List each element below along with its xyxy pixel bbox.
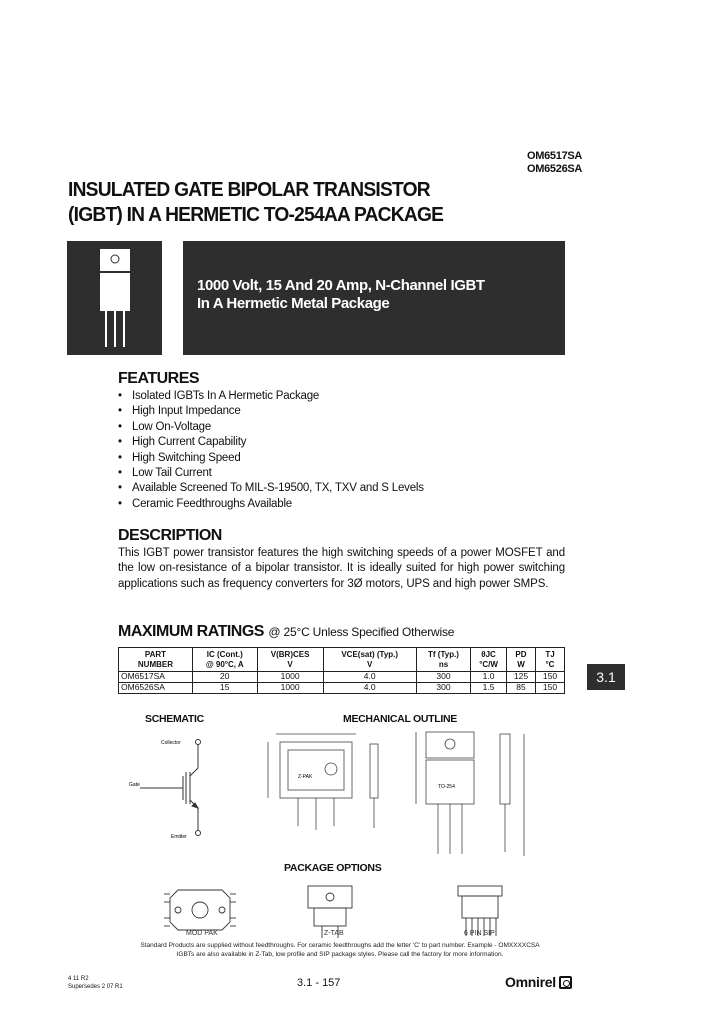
footnote-line-2: IGBTs are also available in Z-Tab, low profile and SIP package styles. Please call the factory for more information. [176,951,504,958]
table-cell: 300 [416,672,470,683]
sip-label: 6 PIN SIP [464,930,495,937]
supersedes: Supersedes 2 07 R1 [68,983,123,990]
list-item: • High Switching Speed [118,451,424,466]
package-options-heading: PACKAGE OPTIONS [284,862,382,874]
description-heading: DESCRIPTION [118,527,222,544]
description-text: This IGBT power transistor features the high switching speeds of a power MOSFET and the low on-resistance of a bipolar transistor. It is ideally suited for high power switching applications such as frequency converters for 3Ø motors, UPS and high power SMPS. [118,547,565,590]
ratings-condition: @ 25°C Unless Specified Otherwise [268,625,455,639]
part-number-1: OM6517SA [527,150,583,162]
list-item: • High Input Impedance [118,404,424,419]
table-cell: 20 [192,672,257,683]
subtitle-line-1: 1000 Volt, 15 And 20 Amp, N-Channel IGBT [197,277,485,294]
schematic-heading: SCHEMATIC [145,713,204,725]
emitter-label: Emitter [171,834,187,840]
section-tab: 3.1 [587,664,625,690]
subtitle-line-2: In A Hermetic Metal Package [197,295,390,312]
table-cell: OM6526SA [119,683,193,694]
table-cell: 15 [192,683,257,694]
table-header-row [119,648,565,672]
ratings-table [118,647,565,694]
col-header: θJC °C/W [471,648,507,672]
table-cell: 1.5 [471,683,507,694]
doc-code: 4 11 R2 [68,976,89,982]
zpak-label: Z-PAK [298,774,313,780]
features-list [118,389,424,512]
table-cell: 1.0 [471,672,507,683]
list-item: • Ceramic Feedthroughs Available [118,497,424,512]
igbt-schematic-icon [125,730,235,850]
list-item: • Low On-Voltage [118,420,424,435]
table-cell: 4.0 [323,672,416,683]
page-number: 3.1 - 157 [297,977,341,989]
table-cell: 1000 [257,683,323,694]
table-cell: 150 [535,672,564,683]
col-header: PD W [507,648,536,672]
list-item: • Available Screened To MIL-S-19500, TX, TXV and S Levels [118,481,424,496]
footnote-line-1: Standard Products are supplied without feedthroughs. For ceramic feedthroughs add the letter 'C' to part number. Example - OMXXXXCSA [140,942,540,949]
table-cell: 125 [507,672,536,683]
collector-label: Collector [161,740,181,746]
gate-label: Gate [129,782,140,788]
package-image-box [67,241,162,355]
mechanical-outline-drawing [258,726,558,866]
col-header: Tf (Typ.) ns [416,648,470,672]
features-heading: FEATURES [118,370,200,387]
page-title [68,178,443,228]
part-number-2: OM6526SA [527,163,583,175]
col-header: VCE(sat) (Typ.) V [323,648,416,672]
footer-doc-info [68,976,123,991]
list-item: • High Current Capability [118,435,424,450]
ztab-label: Z-TAB [324,930,344,937]
to254-label: TO-254 [438,784,455,790]
col-header: TJ °C [535,648,564,672]
brand-logo [505,974,572,990]
table-row [119,683,565,694]
subtitle [197,277,485,313]
table-cell: 1000 [257,672,323,683]
part-numbers [527,150,582,176]
table-cell: 150 [535,683,564,694]
table-cell: 4.0 [323,683,416,694]
mechanical-heading: MECHANICAL OUTLINE [343,713,457,725]
col-header: V(BR)CES V [257,648,323,672]
modpak-label: MOD PAK [186,930,218,937]
footnote [105,941,575,959]
list-item: • Low Tail Current [118,466,424,481]
list-item: • Isolated IGBTs In A Hermetic Package [118,389,424,404]
title-line-2: (IGBT) IN A HERMETIC TO-254AA PACKAGE [68,204,444,226]
brand-name: Omnirel [505,974,556,990]
title-line-1: INSULATED GATE BIPOLAR TRANSISTOR [68,179,430,201]
col-header: PART NUMBER [119,648,193,672]
ratings-heading: MAXIMUM RATINGS [118,623,264,640]
table-cell: 85 [507,683,536,694]
table-row [119,672,565,683]
table-cell: OM6517SA [119,672,193,683]
table-cell: 300 [416,683,470,694]
col-header: IC (Cont.) @ 90°C, A [192,648,257,672]
ratings-heading-row [118,623,454,641]
to254-package-icon [67,241,162,355]
omnirel-logo-icon [559,976,572,989]
